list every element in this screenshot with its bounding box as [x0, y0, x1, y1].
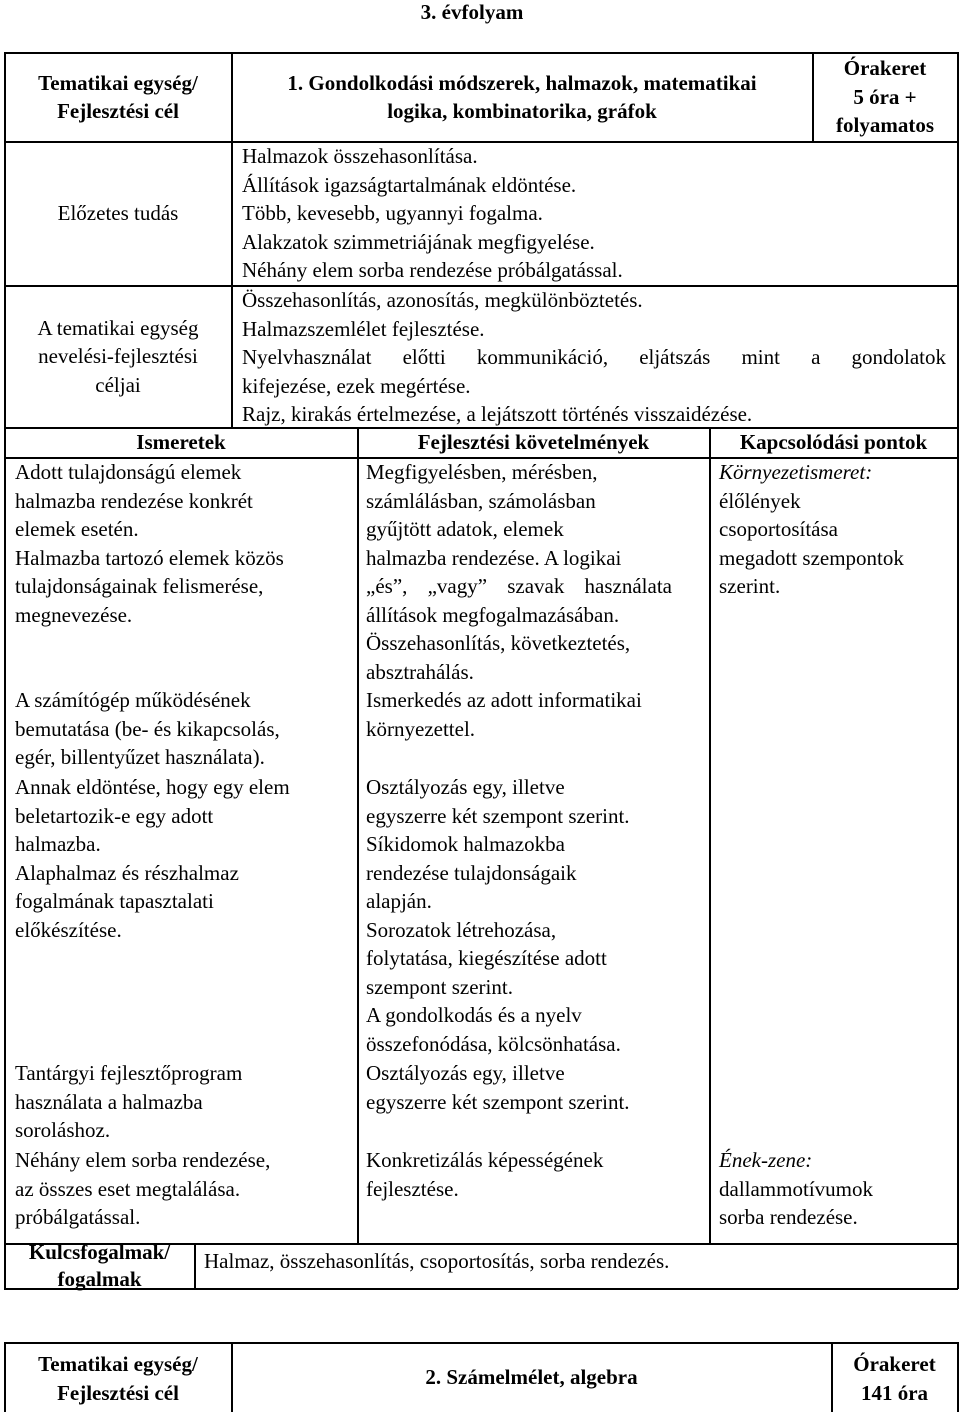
text-line: összefonódása, kölcsönhatása.: [366, 1031, 621, 1056]
knowledge-cell: [15, 773, 290, 944]
links-cell: [719, 458, 904, 601]
text-line: egyszerre két szempont szerint.: [366, 803, 630, 828]
col-header-text: Fejlesztési követelmények: [417, 430, 650, 455]
goal-item: Halmazszemlélet fejlesztése.: [242, 316, 485, 341]
text-line: előkészítése.: [15, 917, 122, 942]
text-line: számlálásban, számolásban: [366, 488, 596, 513]
text-line: A gondolkodás és a nyelv: [366, 1003, 582, 1027]
requirements-cell: [366, 458, 672, 686]
unit-label-line: Fejlesztési cél: [57, 99, 179, 123]
text-line: megnevezése.: [15, 602, 133, 627]
text-line: halmazba rendezése konkrét: [15, 488, 253, 513]
text-line: az összes eset megtalálása.: [15, 1176, 241, 1201]
text-line: fogalmának tapasztalati: [15, 889, 214, 913]
text-line: beletartozik-e egy adott: [15, 803, 214, 828]
unit-label: [5, 53, 231, 141]
text-line: A számítógép működésének: [15, 688, 251, 712]
key-concepts-value: Halmaz, összehasonlítás, csoportosítás, sorba rendezés.: [204, 1249, 670, 1273]
unit-label-line: Fejlesztési cél: [57, 1380, 179, 1405]
unit-label-line: Tematikai egység/: [38, 70, 198, 95]
goal-item: Rajz, kirakás értelmezése, a lejátszott történés visszaidézése.: [242, 402, 753, 426]
text-line: tulajdonságainak felismerése,: [15, 574, 264, 598]
requirements-cell: [366, 773, 630, 1058]
key-concepts-text: [204, 1247, 669, 1276]
prior-item: Halmazok összehasonlítása.: [242, 144, 478, 168]
col-header-requirements: [358, 428, 709, 457]
unit-label-2: [5, 1350, 231, 1407]
knowledge-cell: [15, 1059, 242, 1145]
text-line: egyszerre két szempont szerint.: [366, 1089, 630, 1114]
text-line: próbálgatással.: [15, 1205, 141, 1229]
text-line: Konkretizálás képességének: [366, 1148, 604, 1172]
prior-item: Alakzatok szimmetriájának megfigyelése.: [242, 229, 595, 254]
subject-label: Környezetismeret:: [719, 460, 873, 484]
text-line: Alaphalmaz és részhalmaz: [15, 860, 239, 885]
text-line: folytatása, kiegészítése adott: [366, 946, 607, 970]
requirements-cell: [366, 1059, 630, 1116]
text-line: szerint.: [719, 574, 781, 598]
goals-label-line: céljai: [95, 372, 141, 397]
text-line: soroláshoz.: [15, 1118, 111, 1142]
text-line: Sorozatok létrehozása,: [366, 917, 557, 942]
text-line: szempont szerint.: [366, 974, 513, 999]
text-line: bemutatása (be- és kikapcsolás,: [15, 716, 280, 741]
text-line: Ismerkedés az adott informatikai: [366, 688, 642, 712]
knowledge-cell: [15, 458, 284, 629]
goal-item: Nyelvhasználat előtti kommunikáció, eljátszás mint a gondolatok: [242, 345, 946, 369]
requirements-cell: [366, 1146, 603, 1203]
prior-item: Állítások igazságtartalmának eldöntése.: [242, 172, 577, 197]
links-cell: [719, 1146, 873, 1232]
text-line: fejlesztése.: [366, 1176, 459, 1201]
text-line: gyűjtött adatok, elemek: [366, 517, 564, 541]
text-line: megadott szempontok: [719, 545, 904, 570]
text-line: Tantárgyi fejlesztőprogram: [15, 1061, 243, 1085]
col-header-text: Ismeretek: [136, 430, 226, 455]
text-line: használata a halmazba: [15, 1089, 203, 1114]
text-line: Osztályozás egy, illetve: [366, 775, 565, 799]
prior-item: Néhány elem sorba rendezése próbálgatással.: [242, 258, 623, 282]
key-label-line: Kulcsfogalmak/: [28, 1240, 171, 1264]
hours-label-line: Órakeret: [843, 56, 927, 81]
unit-title-text: 2. Számelmélet, algebra: [425, 1365, 638, 1389]
prior-item: Több, kevesebb, ugyannyi fogalma.: [242, 201, 543, 225]
text-line: Annak eldöntése, hogy egy elem: [15, 775, 290, 799]
text-line: Osztályozás egy, illetve: [366, 1061, 565, 1085]
hours-label-2: [832, 1350, 957, 1407]
text-line: halmazba.: [15, 832, 101, 856]
text-line: környezettel.: [366, 716, 476, 741]
text-line: Halmazba tartozó elemek közös: [15, 545, 284, 570]
text-line: csoportosítása: [719, 517, 838, 541]
key-concepts-label: [5, 1240, 194, 1291]
prior-knowledge-label: [5, 142, 231, 285]
goal-item: Összehasonlítás, azonosítás, megkülönböztetés.: [242, 288, 643, 312]
text-line: elemek esetén.: [15, 517, 139, 541]
knowledge-cell: [15, 1146, 270, 1232]
text-line: élőlények: [719, 488, 801, 513]
text-line: sorba rendezése.: [719, 1205, 858, 1229]
goals-content: [242, 286, 946, 429]
text-line: állítások megfogalmazásában.: [366, 602, 620, 627]
hours-label-line: Órakeret: [853, 1352, 936, 1376]
unit-title-2: [232, 1363, 831, 1392]
hours-label: [813, 53, 957, 141]
text-line: rendezése tulajdonságaik: [366, 860, 577, 885]
text-line: Síkidomok halmazokba: [366, 832, 565, 856]
text-line: Összehasonlítás, következtetés,: [366, 631, 631, 655]
unit-title: [232, 53, 812, 141]
col-header-text: Kapcsolódási pontok: [739, 430, 928, 455]
hours-label-line: 141 óra: [860, 1380, 929, 1405]
goal-item: kifejezése, ezek megértése.: [242, 373, 471, 398]
knowledge-cell: [15, 686, 280, 772]
text-line: dallammotívumok: [719, 1176, 873, 1201]
text-line: „és”, „vagy” szavak használata: [366, 574, 672, 598]
goals-label-line: A tematikai egység: [37, 315, 199, 340]
unit-title-line: logika, kombinatorika, gráfok: [387, 99, 657, 123]
text-line: Néhány elem sorba rendezése,: [15, 1148, 271, 1172]
goals-label-line: nevelési-fejlesztési: [38, 344, 198, 369]
requirements-cell: [366, 686, 642, 743]
unit-label-line: Tematikai egység/: [38, 1352, 198, 1376]
unit-title-line: 1. Gondolkodási módszerek, halmazok, matematikai: [287, 70, 757, 95]
text-line: alapján.: [366, 889, 432, 913]
text-line: egér, billentyűzet használata).: [15, 745, 265, 769]
text-line: halmazba rendezése. A logikai: [366, 545, 622, 570]
goals-label: [5, 286, 231, 427]
text-line: Megfigyelésben, mérésben,: [366, 460, 598, 484]
col-header-knowledge: [5, 428, 357, 457]
hours-label-line: folyamatos: [836, 113, 934, 138]
text-line: absztrahálás.: [366, 659, 474, 684]
subject-label: Ének-zene:: [719, 1148, 813, 1172]
page-header: 3. évfolyam: [420, 0, 524, 24]
prior-knowledge-label-text: Előzetes tudás: [57, 201, 179, 226]
col-header-links: [710, 428, 957, 457]
key-label-line: fogalmak: [57, 1267, 142, 1291]
hours-label-line: 5 óra +: [853, 84, 917, 109]
prior-knowledge-content: [242, 142, 948, 285]
text-line: Adott tulajdonságú elemek: [15, 460, 242, 484]
